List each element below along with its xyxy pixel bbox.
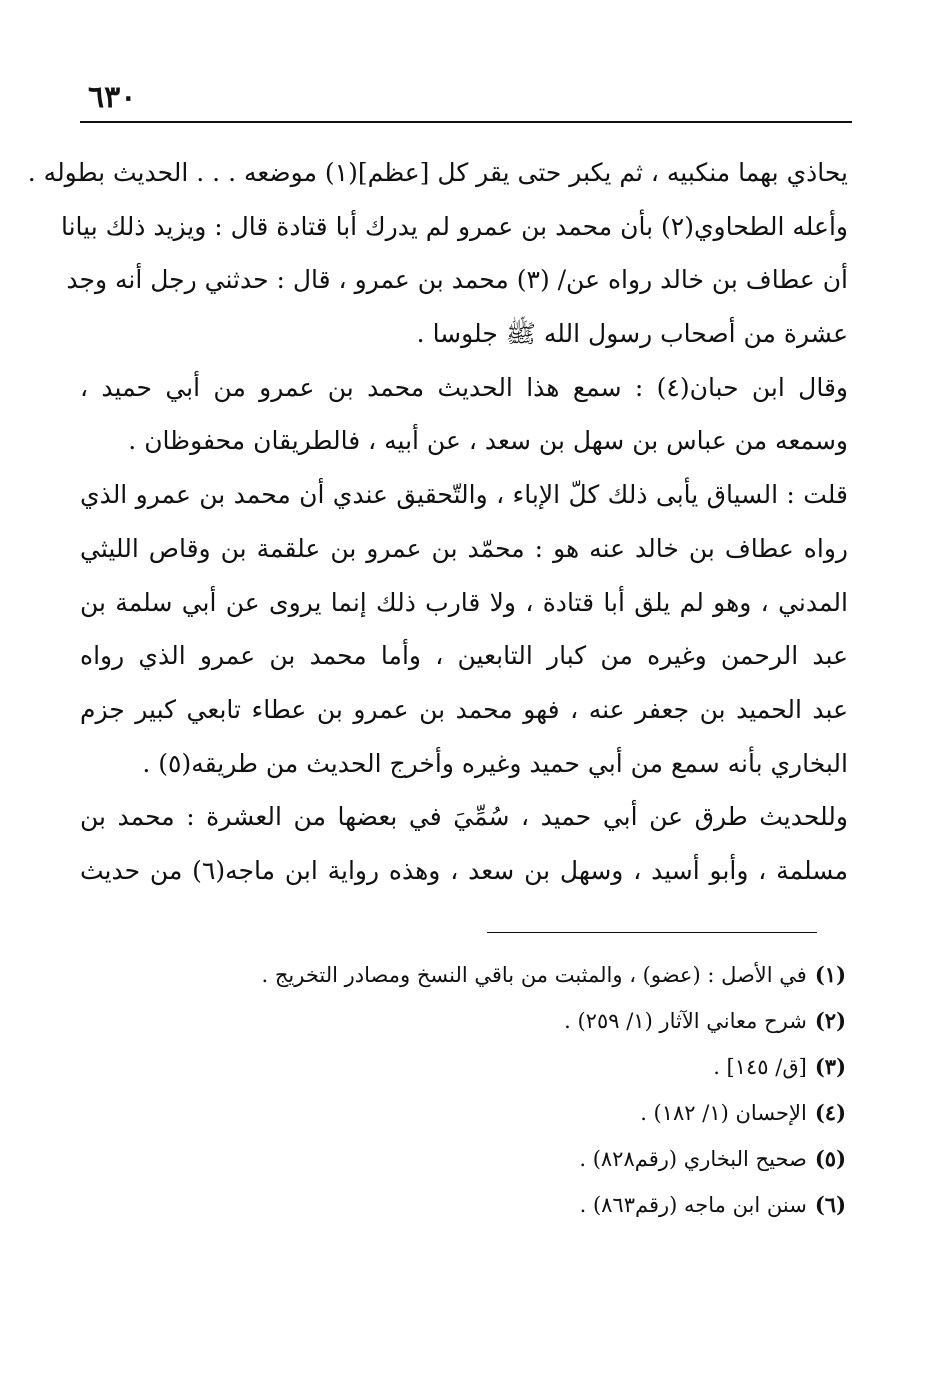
body-line: وقال ابن حبان(٤) : سمع هذا الحديث محمد بن عمرو من أبي حميد ، <box>80 372 848 402</box>
footnote-rule <box>487 932 817 933</box>
body-line: يحاذي بهما منكبيه ، ثم يكبر حتى يقر كل [عظم](١) موضعه . . . الحديث بطوله . <box>27 158 848 187</box>
footnote-text: في الأصل : (عضو) ، والمثبت من باقي النسخ ومصادر التخريج . <box>261 963 807 987</box>
page-number: ٦٣٠ <box>88 80 137 115</box>
body-line: رواه عطاف بن خالد عنه هو : محمّد بن عمرو بن علقمة بن وقاص الليثي <box>80 533 848 563</box>
footnote-number: (٣) <box>814 1054 846 1079</box>
footnotes <box>146 952 846 1228</box>
body-line: قلت : السياق يأبى ذلك كلّ الإباء ، والتّحقيق عندي أن محمد بن عمرو الذي <box>80 480 848 510</box>
footnote-number: (١) <box>814 962 846 987</box>
footnote-text: [ق/ ١٤٥] . <box>713 1055 807 1079</box>
body-line: البخاري بأنه سمع من أبي حميد وغيره وأخرج الحديث من طريقه(٥) . <box>142 748 848 778</box>
footnote <box>146 1182 846 1228</box>
footnote-text: سنن ابن ماجه (رقم٨٦٣) . <box>579 1193 807 1217</box>
body-line: مسلمة ، وأبو أسيد ، وسهل بن سعد ، وهذه رواية ابن ماجه(٦) من حديث <box>80 855 848 885</box>
body-line: وللحديث طرق عن أبي حميد ، سُمِّيَ في بعضها من العشرة : محمد بن <box>80 802 848 832</box>
footnote-text: شرح معاني الآثار (١/ ٢٥٩) . <box>564 1009 807 1033</box>
header-rule <box>80 121 852 123</box>
body-line: عبد الرحمن وغيره من كبار التابعين ، وأما محمد بن عمرو الذي رواه <box>80 641 848 671</box>
footnote-number: (٤) <box>814 1100 846 1125</box>
footnote <box>146 952 846 998</box>
footnote-number: (٦) <box>814 1192 846 1217</box>
body-line: وسمعه من عباس بن سهل بن سعد ، عن أبيه ، فالطريقان محفوظان . <box>128 426 848 456</box>
body-line: المدني ، وهو لم يلق أبا قتادة ، ولا قارب ذلك إنما يروى عن أبي سلمة بن <box>80 587 848 617</box>
footnote <box>146 1044 846 1090</box>
footnote <box>146 1090 846 1136</box>
body-line: عبد الحميد بن جعفر عنه ، فهو محمد بن عمرو بن عطاء تابعي كبير جزم <box>80 694 848 724</box>
footnote <box>146 998 846 1044</box>
footnote <box>146 1136 846 1182</box>
footnote-text: الإحسان (١/ ١٨٢) . <box>640 1101 807 1125</box>
footnote-number: (٥) <box>814 1146 846 1171</box>
body-text <box>27 146 848 898</box>
body-line: أن عطاف بن خالد رواه عن/ (٣) محمد بن عمرو ، قال : حدثني رجل أنه وجد <box>66 265 848 295</box>
footnote-number: (٢) <box>814 1008 846 1033</box>
footnote-text: صحيح البخاري (رقم٨٢٨) . <box>579 1147 807 1171</box>
body-line: عشرة من أصحاب رسول الله ﷺ جلوسا . <box>416 319 848 349</box>
body-line: وأعله الطحاوي(٢) بأن محمد بن عمرو لم يدرك أبا قتادة قال : ويزيد ذلك بيانا <box>60 211 848 241</box>
